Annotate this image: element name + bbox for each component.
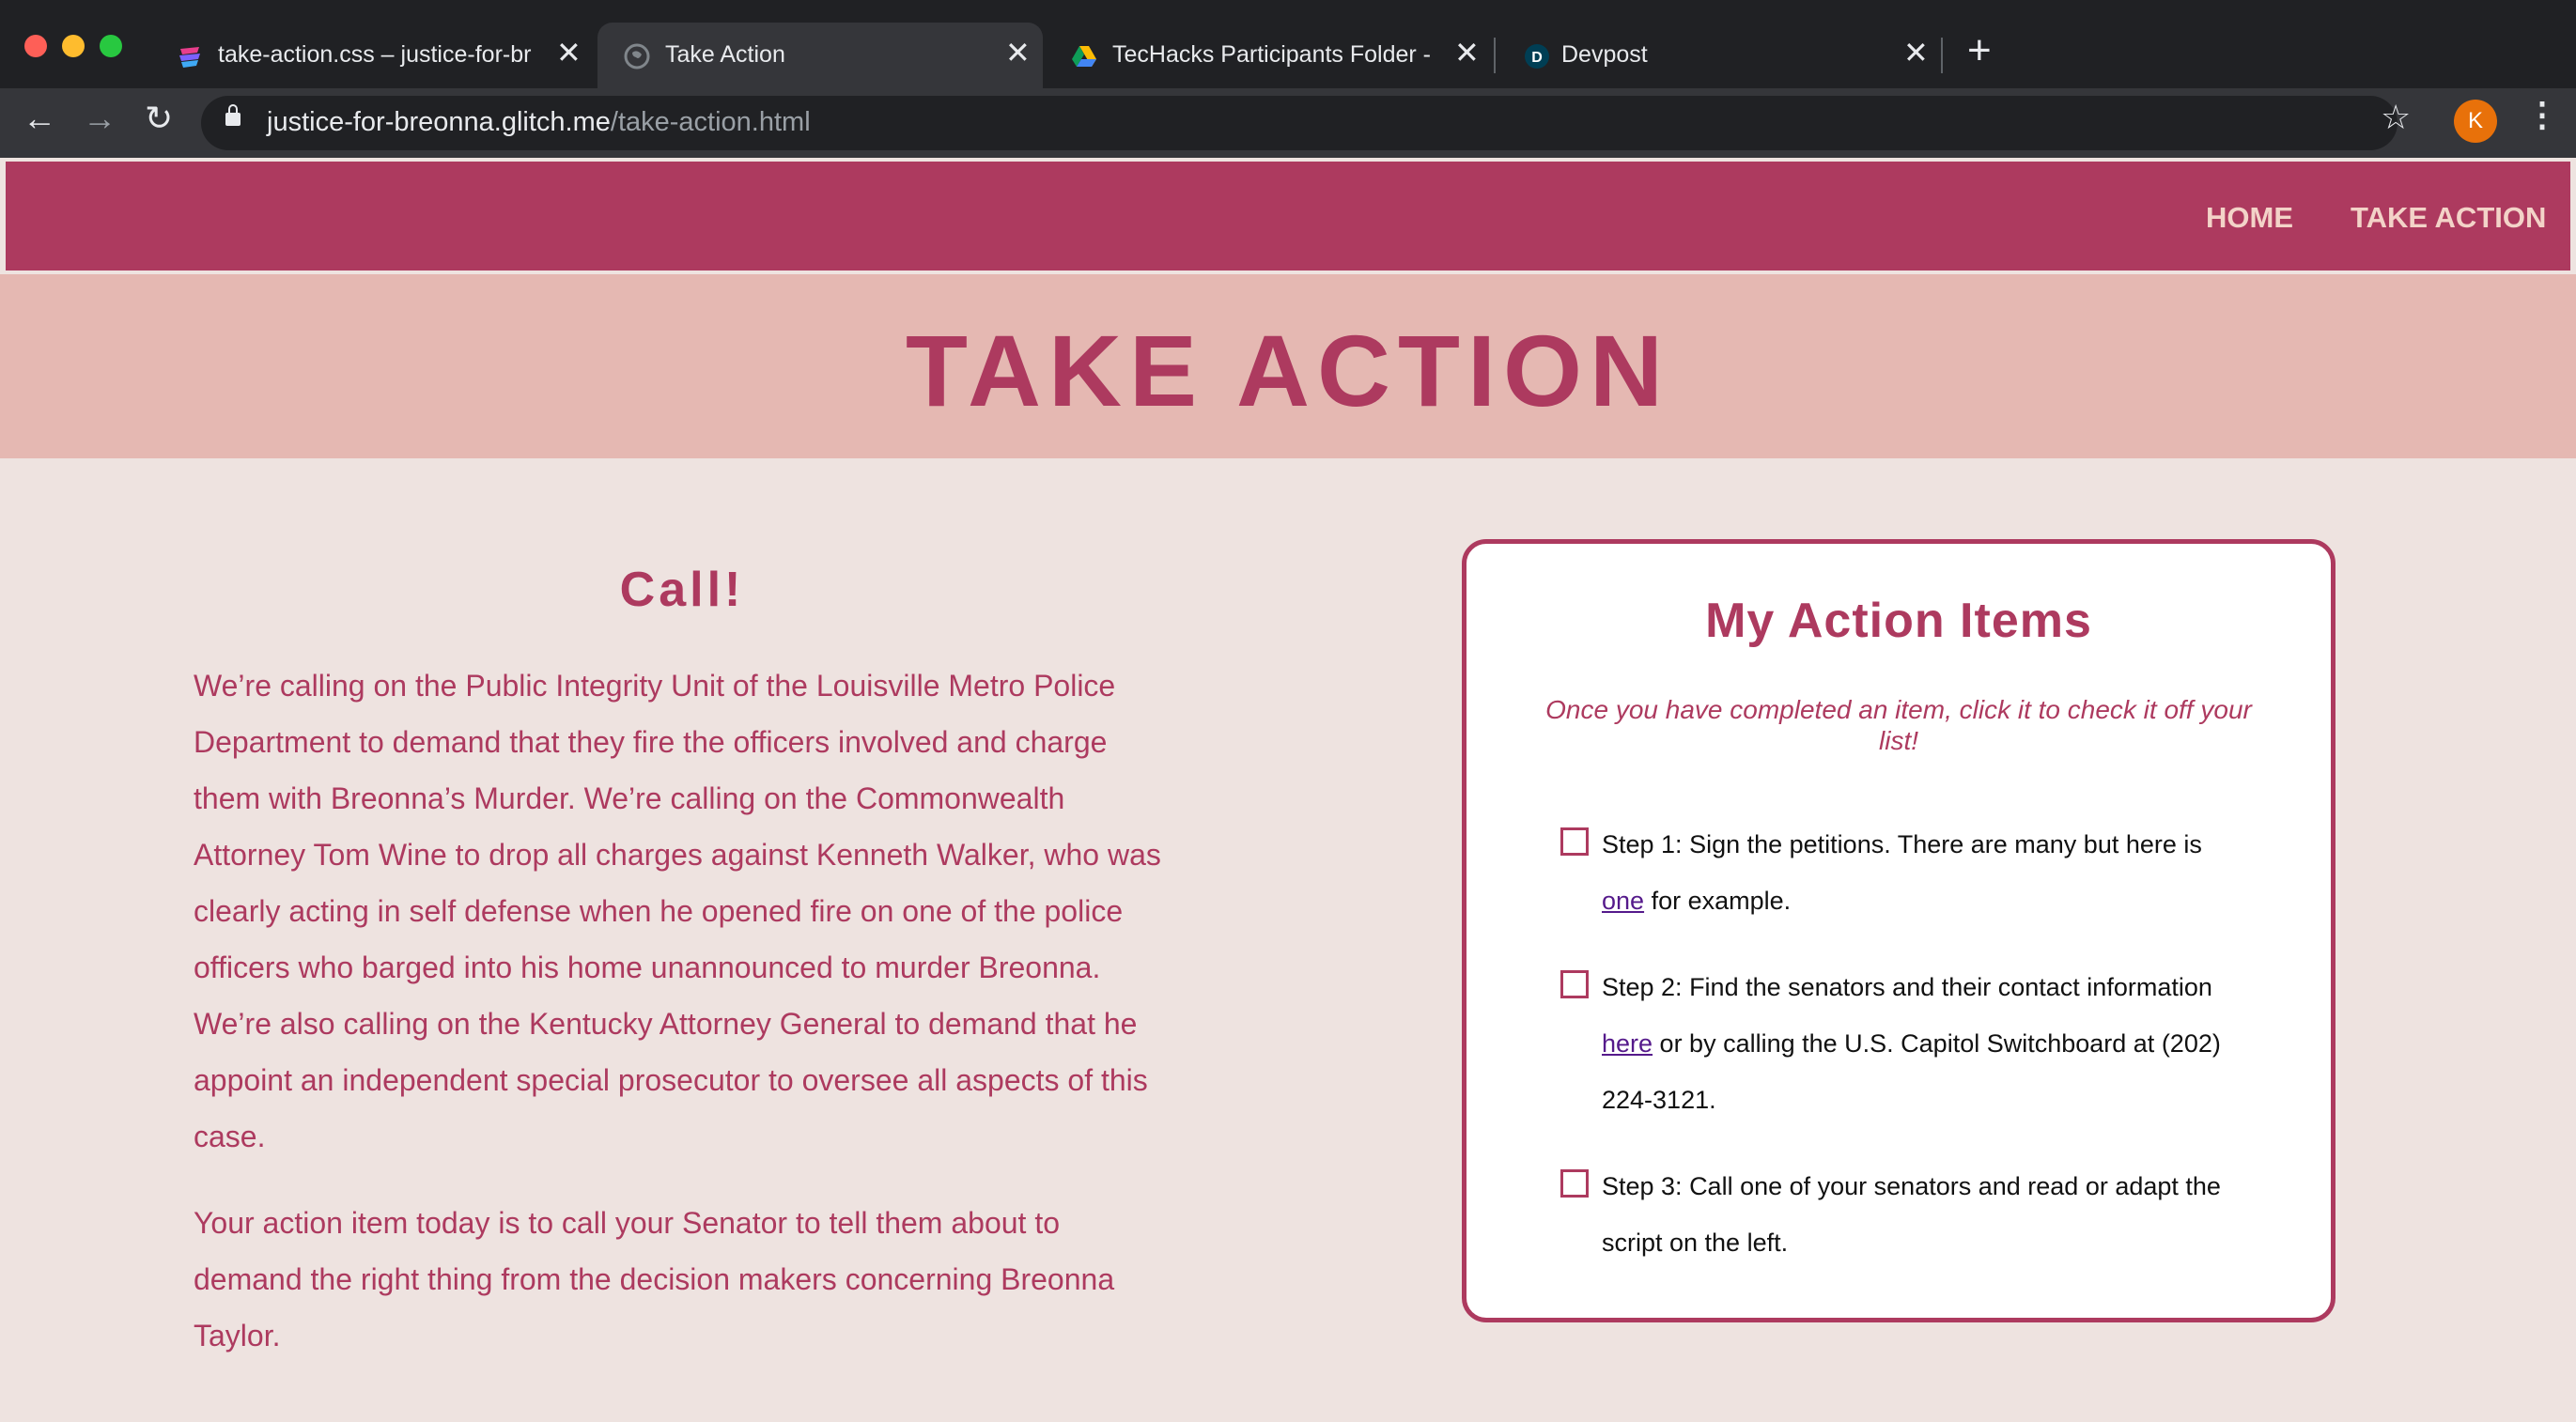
back-arrow-icon[interactable]: ← <box>23 99 56 137</box>
close-icon[interactable]: ✕ <box>1903 36 1929 70</box>
tab-devpost[interactable] <box>1497 23 1933 88</box>
site-navbar <box>6 162 2570 270</box>
action-item-paragraph: Your action item today is to call your Senator to tell them about to demand the right thing from the decision makers concerning Breonna Taylor. <box>194 1206 1115 1352</box>
step-text: Step 1: Sign the petitions. There are many but here is one for example. <box>1602 830 2202 915</box>
page-title: TAKE ACTION <box>906 314 1670 427</box>
google-drive-icon <box>1071 43 1097 70</box>
url-path: /take-action.html <box>610 107 811 137</box>
forward-arrow-icon[interactable]: → <box>83 99 116 137</box>
browser-chrome <box>0 0 2576 158</box>
tab-title: take-action.css – justice-for-br <box>218 41 532 68</box>
tab-take-action-css[interactable] <box>150 23 592 88</box>
bookmark-star-icon[interactable]: ☆ <box>2381 98 2412 136</box>
nav-take-action-link[interactable]: TAKE ACTION <box>2351 201 2547 234</box>
hero-banner <box>0 274 2576 458</box>
step-text: Step 3: Call one of your senators and read or adapt the script on the left. <box>1602 1172 2221 1257</box>
action-items-instructions: Once you have completed an item, click it to check it off your list! <box>1545 695 2252 755</box>
call-paragraph: We’re calling on the Public Integrity Unit of the Louisville Metro Police Department to demand that they fire the officers involved and charge them with Breonna’s Murder. We’re calling on the Commonwealth Attorney Tom Wine to drop all charges against Kenneth Walker, who was clearly acting in self defense when he opened fire on one of the police officers who barged into his home unannounced to murder Breonna. We’re also calling on the Kentucky Attorney General to demand that he appoint an independent special prosecutor to oversee all aspects of this case. <box>194 669 1161 1153</box>
new-tab-button[interactable]: + <box>1967 27 1992 73</box>
tab-title: Devpost <box>1561 41 1648 68</box>
address-bar[interactable] <box>201 96 2398 150</box>
tab-title: Take Action <box>665 41 785 68</box>
browser-toolbar <box>0 88 2576 158</box>
page-content <box>0 158 2576 1422</box>
checkbox[interactable] <box>1560 970 1589 998</box>
devpost-icon <box>1524 43 1550 70</box>
url-text <box>267 107 811 138</box>
lock-icon <box>225 113 241 126</box>
close-window-button[interactable] <box>24 35 47 57</box>
url-domain: justice-for-breonna.glitch.me <box>267 107 611 137</box>
step-text: Step 2: Find the senators and their contact information here or by calling the U.S. Capitol Switchboard at (202) 224-3121. <box>1602 973 2221 1114</box>
tab-separator <box>1941 38 1943 73</box>
globe-icon <box>624 43 650 70</box>
call-heading: Call! <box>619 563 745 617</box>
checkbox[interactable] <box>1560 1169 1589 1198</box>
profile-avatar[interactable]: K <box>2454 100 2497 143</box>
petition-link[interactable]: one <box>1602 887 1645 915</box>
reload-icon[interactable]: ↻ <box>145 99 174 137</box>
tab-title: TecHacks Participants Folder - <box>1112 41 1432 68</box>
checkbox[interactable] <box>1560 827 1589 856</box>
close-icon[interactable]: ✕ <box>1454 36 1480 70</box>
close-icon[interactable]: ✕ <box>1005 36 1031 70</box>
tab-take-action[interactable] <box>597 23 1043 88</box>
action-items-card <box>1462 539 2335 1322</box>
minimize-window-button[interactable] <box>62 35 85 57</box>
close-icon[interactable]: ✕ <box>556 36 582 70</box>
svg-text:D: D <box>1531 50 1543 66</box>
kebab-menu-icon[interactable]: ⋮ <box>2525 95 2559 133</box>
zoom-window-button[interactable] <box>100 35 122 57</box>
glitch-icon <box>177 43 203 70</box>
nav-home-link[interactable]: HOME <box>2206 201 2293 234</box>
call-section <box>194 562 1171 1364</box>
senators-link[interactable]: here <box>1602 1029 1653 1058</box>
tab-techacks-folder[interactable] <box>1045 23 1486 88</box>
action-items-heading: My Action Items <box>1705 594 2092 648</box>
tab-separator <box>1494 38 1496 73</box>
tab-strip <box>0 0 2576 88</box>
